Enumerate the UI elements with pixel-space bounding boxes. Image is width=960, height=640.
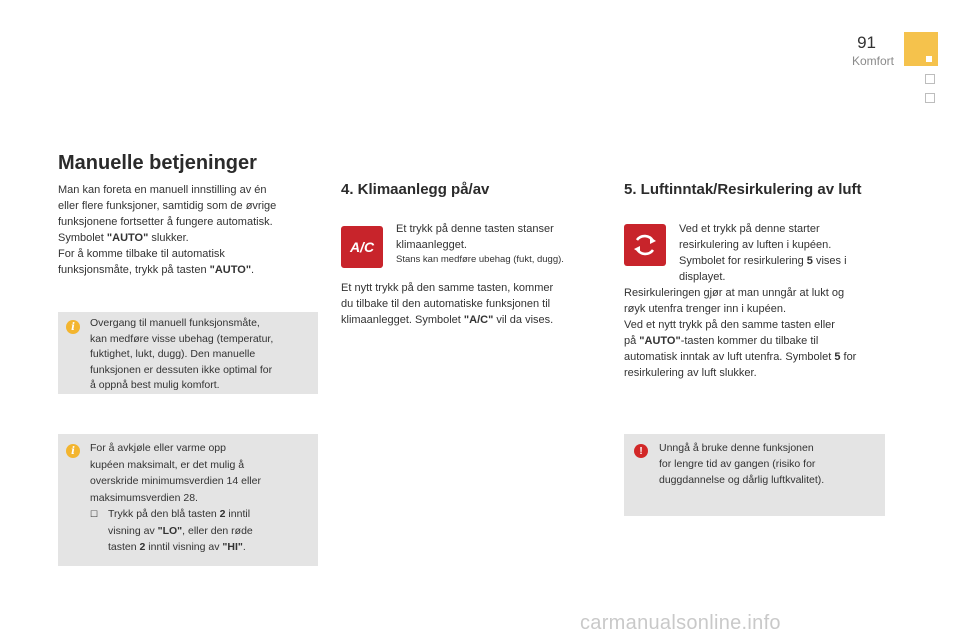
text-line: eller flere funksjoner, samtidig som de øvrige (58, 200, 277, 212)
text-line: Symbolet "AUTO" slukker. (58, 232, 189, 244)
recirc-body (624, 285, 886, 381)
symbol-auto: "AUTO" (106, 232, 149, 244)
warning-note (624, 434, 885, 516)
info-note-text (90, 316, 314, 394)
text-line: å oppnå best mulig komfort. (90, 379, 220, 391)
text-line: For å komme tilbake til automatisk (58, 248, 225, 260)
text-line: tasten 2 inntil visning av "HI". (108, 541, 246, 553)
text-line: visning av "LO", eller den røde (108, 524, 253, 537)
text-line: kan medføre visse ubehag (temperatur, (90, 332, 274, 345)
text-line: på "AUTO"-tasten kommer du tilbake til (624, 335, 819, 347)
text-line: Resirkuleringen gjør at man unngår at lukt og (624, 287, 845, 299)
text-line: For å avkjøle eller varme opp (90, 442, 226, 454)
text-line: klimaanlegget. Symbolet "A/C" vil da vises. (341, 314, 554, 326)
page-number: 91 (857, 33, 876, 52)
text-line: Ved et nytt trykk på den samme tasten eller (624, 319, 835, 331)
chapter-tab (904, 32, 938, 66)
text-line: funksjonen er dessuten ikke optimal for (90, 363, 273, 376)
text-line: automatisk inntak av luft utenfra. Symbolet 5 for (624, 351, 857, 363)
text-line: funksjonene fortsetter å fungere automatisk. (58, 216, 273, 228)
bullet-item (90, 506, 314, 556)
section-title: Komfort (851, 54, 894, 68)
text-line: Ved et trykk på denne starter (679, 223, 820, 235)
ac-body (341, 280, 603, 328)
watermark: carmanualsonline.info (580, 612, 781, 634)
text-line: Trykk på den blå tasten 2 inntil (108, 508, 251, 520)
text-line: røyk utenfra trenger inn i kupéen. (624, 303, 787, 315)
text-line: resirkulering av luft slukker. (624, 367, 757, 379)
info-note-text (90, 440, 314, 556)
text-line: duggdannelse og dårlig luftkvalitet). (659, 474, 825, 486)
ac-button-label: A/C (349, 239, 375, 255)
recirculation-icon (624, 224, 666, 266)
chapter-tab-box (925, 93, 935, 103)
text-line: Unngå å bruke denne funksjonen (659, 442, 814, 454)
text-line: Et nytt trykk på den samme tasten, kommer (341, 282, 554, 294)
text-line: Symbolet for resirkulering 5 vises i (679, 255, 847, 267)
text-line: fuktighet, lukt, dugg). Den manuelle (90, 348, 256, 360)
recirc-text (679, 221, 885, 285)
text-line: funksjonsmåte, trykk på tasten "AUTO". (58, 264, 255, 276)
ac-heading: 4. Klimaanlegg på/av (341, 181, 490, 198)
text-line: for lengre tid av gangen (risiko for (659, 458, 816, 470)
info-icon: i (66, 444, 80, 458)
info-note (58, 312, 318, 394)
text-line: du tilbake til den automatiske funksjonen til (341, 298, 551, 310)
chapter-tab-marker (926, 56, 932, 62)
text-line: maksimumsverdien 28. (90, 491, 198, 504)
manual-intro (58, 182, 320, 278)
ac-small-note: Stans kan medføre ubehag (fukt, dugg). (396, 254, 564, 265)
info-note (58, 434, 318, 566)
text-line: klimaanlegget. (396, 239, 467, 251)
chapter-tab-box (925, 74, 935, 84)
warning-icon: ! (634, 444, 648, 458)
ac-text (396, 221, 606, 267)
text-line: Man kan foreta en manuell innstilling av én (58, 184, 267, 196)
warning-note-text (659, 440, 881, 488)
bullet-marker: ☐ (90, 509, 99, 519)
recirc-heading: 5. Luftinntak/Resirkulering av luft (624, 181, 862, 198)
symbol-ac: "A/C" (463, 314, 494, 326)
ac-button-icon (341, 226, 383, 268)
text-line: Overgang til manuell funksjonsmåte, (90, 317, 260, 329)
key-auto: "AUTO" (209, 264, 252, 276)
text-line: Et trykk på denne tasten stanser (396, 223, 554, 235)
manual-heading: Manuelle betjeninger (58, 152, 257, 174)
text-line: overskride minimumsverdien 14 eller (90, 475, 261, 487)
text-line: displayet. (679, 271, 726, 283)
info-icon: i (66, 320, 80, 334)
text-line: kupéen maksimalt, er det mulig å (90, 458, 245, 471)
text-line: resirkulering av luften i kupéen. (679, 239, 832, 251)
